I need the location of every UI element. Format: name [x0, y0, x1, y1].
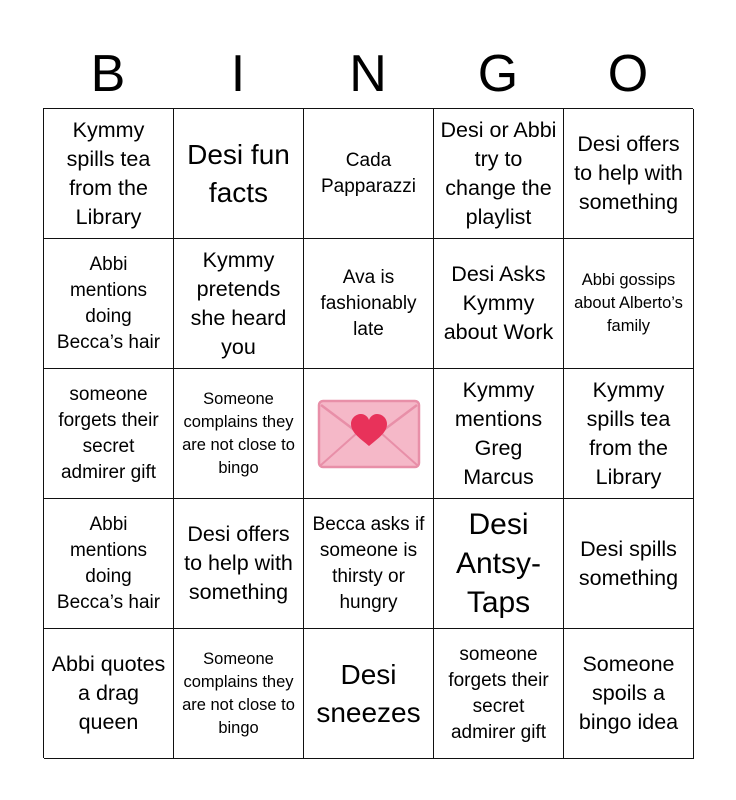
cell-text: Abbi mentions doing Becca’s hair: [56, 513, 161, 613]
bingo-cell[interactable]: [434, 109, 564, 239]
bingo-cell[interactable]: [304, 629, 434, 759]
cell-text: Someone complains they are not close to bingo: [182, 389, 295, 477]
bingo-cell[interactable]: [174, 499, 304, 629]
bingo-cell[interactable]: [434, 629, 564, 759]
cell-text: Desi spills something: [578, 536, 679, 590]
cell-text: Becca asks if someone is thirsty or hungry: [312, 513, 425, 613]
bingo-cell[interactable]: [434, 239, 564, 369]
header-letter-g: G: [477, 45, 519, 103]
cell-text: Desi Antsy-Taps: [455, 508, 542, 619]
bingo-board: [43, 108, 693, 758]
header-letter-b: B: [90, 45, 126, 103]
free-space-cell[interactable]: [304, 369, 434, 499]
bingo-cell[interactable]: [174, 109, 304, 239]
bingo-cell[interactable]: [44, 499, 174, 629]
header-letter-o: O: [607, 45, 649, 103]
bingo-cell[interactable]: [564, 629, 694, 759]
cell-text: Abbi gossips about Alberto’s family: [574, 271, 683, 335]
bingo-cell[interactable]: [44, 629, 174, 759]
cell-text: Kymmy spills tea from the Library: [66, 117, 151, 229]
bingo-cell[interactable]: [564, 239, 694, 369]
bingo-cell[interactable]: [304, 109, 434, 239]
cell-text: Someone spoils a bingo idea: [578, 652, 679, 734]
bingo-cell[interactable]: [304, 499, 434, 629]
cell-text: Desi sneezes: [316, 658, 421, 728]
bingo-cell[interactable]: [44, 109, 174, 239]
cell-text: Desi fun facts: [187, 138, 290, 208]
cell-text: Desi Asks Kymmy about Work: [443, 262, 554, 344]
cell-text: Cada Papparazzi: [320, 149, 417, 197]
cell-text: someone forgets their secret admirer gift: [58, 383, 159, 483]
cell-text: Kymmy spills tea from the Library: [586, 377, 671, 489]
bingo-cell[interactable]: [434, 499, 564, 629]
bingo-cell[interactable]: [44, 369, 174, 499]
bingo-cell[interactable]: [564, 369, 694, 499]
header-letter-n: N: [349, 45, 387, 103]
cell-text: Abbi mentions doing Becca’s hair: [56, 253, 161, 353]
love-letter-icon: [317, 399, 421, 469]
cell-text: someone forgets their secret admirer gift: [448, 643, 549, 743]
cell-text: Someone complains they are not close to bingo: [182, 649, 295, 737]
cell-text: Desi offers to help with something: [184, 522, 293, 604]
bingo-cell[interactable]: [564, 109, 694, 239]
bingo-cell[interactable]: [44, 239, 174, 369]
cell-text: Desi or Abbi try to change the playlist: [440, 117, 557, 229]
cell-text: Abbi quotes a drag queen: [51, 652, 166, 734]
bingo-cell[interactable]: [174, 239, 304, 369]
bingo-cell[interactable]: [304, 239, 434, 369]
header-letter-i: I: [230, 45, 246, 103]
cell-text: Kymmy mentions Greg Marcus: [454, 377, 543, 489]
bingo-cell[interactable]: [174, 629, 304, 759]
bingo-cell[interactable]: [564, 499, 694, 629]
bingo-cell[interactable]: [174, 369, 304, 499]
bingo-header: [43, 40, 693, 108]
cell-text: Desi offers to help with something: [574, 132, 683, 214]
bingo-cell[interactable]: [434, 369, 564, 499]
cell-text: Kymmy pretends she heard you: [190, 247, 287, 359]
cell-text: Ava is fashionably late: [320, 266, 417, 340]
